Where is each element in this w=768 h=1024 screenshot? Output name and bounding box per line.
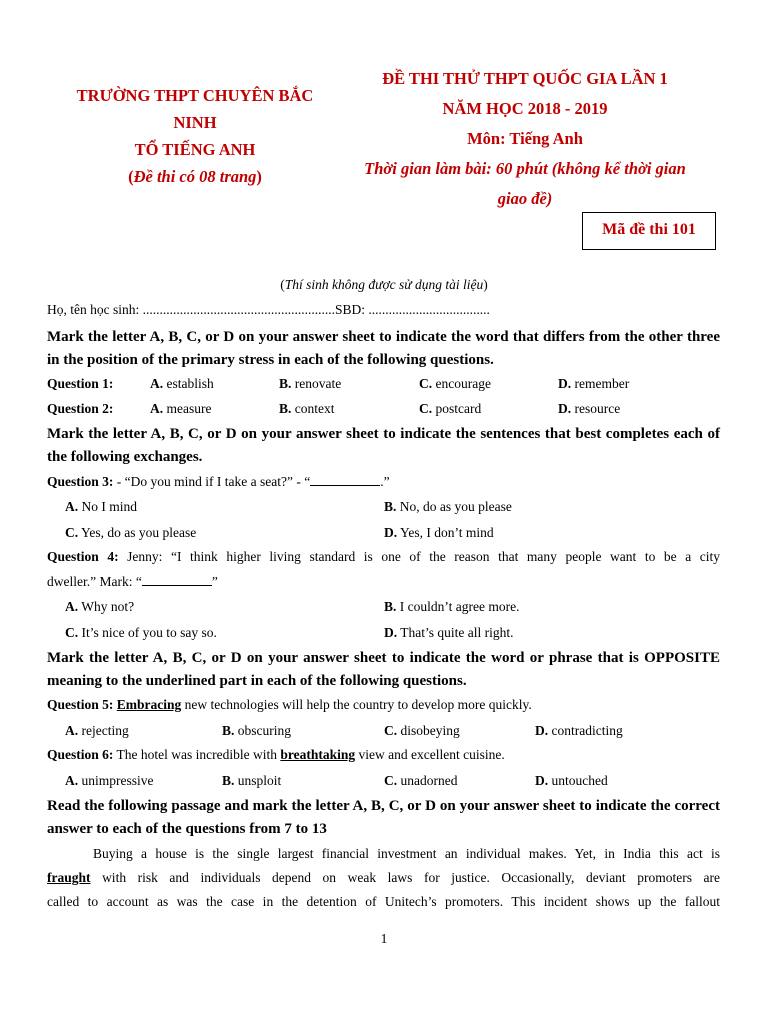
exam-title: ĐỀ THI THỬ THPT QUỐC GIA LẦN 1 [382, 69, 668, 88]
exam-code-box [582, 212, 716, 250]
question-5-stem: Question 5: Embracing new technologies will help the country to develop more quickly. [47, 697, 532, 712]
question-4-option-a: A. Why not? [65, 599, 135, 614]
question-4-stem-line2: dweller.” Mark: “ ” [47, 574, 218, 589]
exam-code: Mã đề thi 101 [602, 221, 696, 238]
section1-instruction: Mark the letter A, B, C, or D on your answer sheet to indicate the word that differs from the other three in the position of the primary stress in each of the following questions. [47, 329, 720, 368]
pages-note: (Đề thi có 08 trang) [128, 167, 262, 186]
materials-note-text: Thí sinh không được sử dụng tài liệu [284, 277, 484, 292]
student-info-line: Họ, tên học sinh: .........................................................SBD: .................................... [47, 302, 490, 317]
question-2-option-d: D. resource [558, 401, 621, 416]
question-5-option-b: B. obscuring [222, 723, 292, 738]
question-1-option-d: D. remember [558, 376, 630, 391]
answer-blank [310, 473, 380, 486]
materials-note: (Thí sinh không được sử dụng tài liệu) [280, 277, 488, 292]
section4-instruction: Read the following passage and mark the letter A, B, C, or D on your answer sheet to indicate the correct answer to each of the questions from 7 to 13 [47, 798, 720, 837]
reading-passage [47, 842, 720, 914]
department-name: TỔ TIẾNG ANH [134, 140, 256, 159]
question-4-stem-line1: Question 4: Jenny: “I think higher living standard is one of the reason that many people want to be a city [47, 549, 720, 564]
underlined-word: fraught [47, 870, 91, 885]
question-2-option-a: A. measure [150, 401, 212, 416]
time-limit-line2: giao đề) [497, 189, 553, 208]
question-2-label: Question 2: [47, 401, 114, 416]
school-name-line1: TRƯỜNG THPT CHUYÊN BẮC [76, 86, 314, 105]
question-4-option-b: B. I couldn’t agree more. [384, 599, 520, 614]
pages-note-text: Đề thi có 08 trang [133, 167, 257, 186]
school-year: NĂM HỌC 2018 - 2019 [442, 99, 608, 118]
question-4-option-c: C. It’s nice of you to say so. [65, 625, 217, 640]
question-1-option-b: B. renovate [279, 376, 342, 391]
question-3-option-d: D. Yes, I don’t mind [384, 525, 494, 540]
question-3-option-b: B. No, do as you please [384, 499, 512, 514]
underlined-word: Embracing [116, 697, 182, 712]
question-5-option-c: C. disobeying [384, 723, 460, 738]
question-1-option-a: A. establish [150, 376, 214, 391]
subject: Môn: Tiếng Anh [467, 129, 583, 148]
section3-instruction: Mark the letter A, B, C, or D on your answer sheet to indicate the word or phrase that is OPPOSITE meaning to the underlined part in each of the following questions. [47, 650, 720, 689]
question-2-option-c: C. postcard [419, 401, 482, 416]
question-6-option-b: B. unsploit [222, 773, 282, 788]
section2-instruction: Mark the letter A, B, C, or D on your answer sheet to indicate the sentences that best completes each of the following exchanges. [47, 426, 720, 465]
question-6-option-c: C. unadorned [384, 773, 458, 788]
exam-header [325, 64, 725, 214]
question-4-option-d: D. That’s quite all right. [384, 625, 514, 640]
school-name-line2: NINH [173, 113, 217, 132]
passage-line-3: called to account as was the case in the detention of Unitech’s promoters. This incident shows up the fallout [47, 894, 720, 909]
question-5-option-a: A. rejecting [65, 723, 129, 738]
time-limit-line1: Thời gian làm bài: 60 phút (không kể thời gian [364, 159, 686, 178]
question-1-label: Question 1: [47, 376, 114, 391]
question-2-option-b: B. context [279, 401, 335, 416]
question-1-option-c: C. encourage [419, 376, 491, 391]
question-3-stem: Question 3: - “Do you mind if I take a seat?” - “ .” [47, 474, 390, 489]
question-6-option-a: A. unimpressive [65, 773, 154, 788]
answer-blank [142, 573, 212, 586]
question-6-stem: Question 6: The hotel was incredible with breathtaking view and excellent cuisine. [47, 747, 505, 762]
question-5-option-d: D. contradicting [535, 723, 623, 738]
passage-line-1: Buying a house is the single largest financial investment an individual makes. Yet, in India this act is [93, 846, 720, 861]
question-6-option-d: D. untouched [535, 773, 608, 788]
passage-line-2: fraught with risk and individuals depend on weak laws for justice. Occasionally, deviant promoters are [47, 870, 721, 885]
school-name [40, 82, 350, 190]
question-3-option-a: A. No I mind [65, 499, 137, 514]
page-number: 1 [380, 931, 388, 946]
underlined-word: breathtaking [280, 747, 356, 762]
question-3-option-c: C. Yes, do as you please [65, 525, 197, 540]
